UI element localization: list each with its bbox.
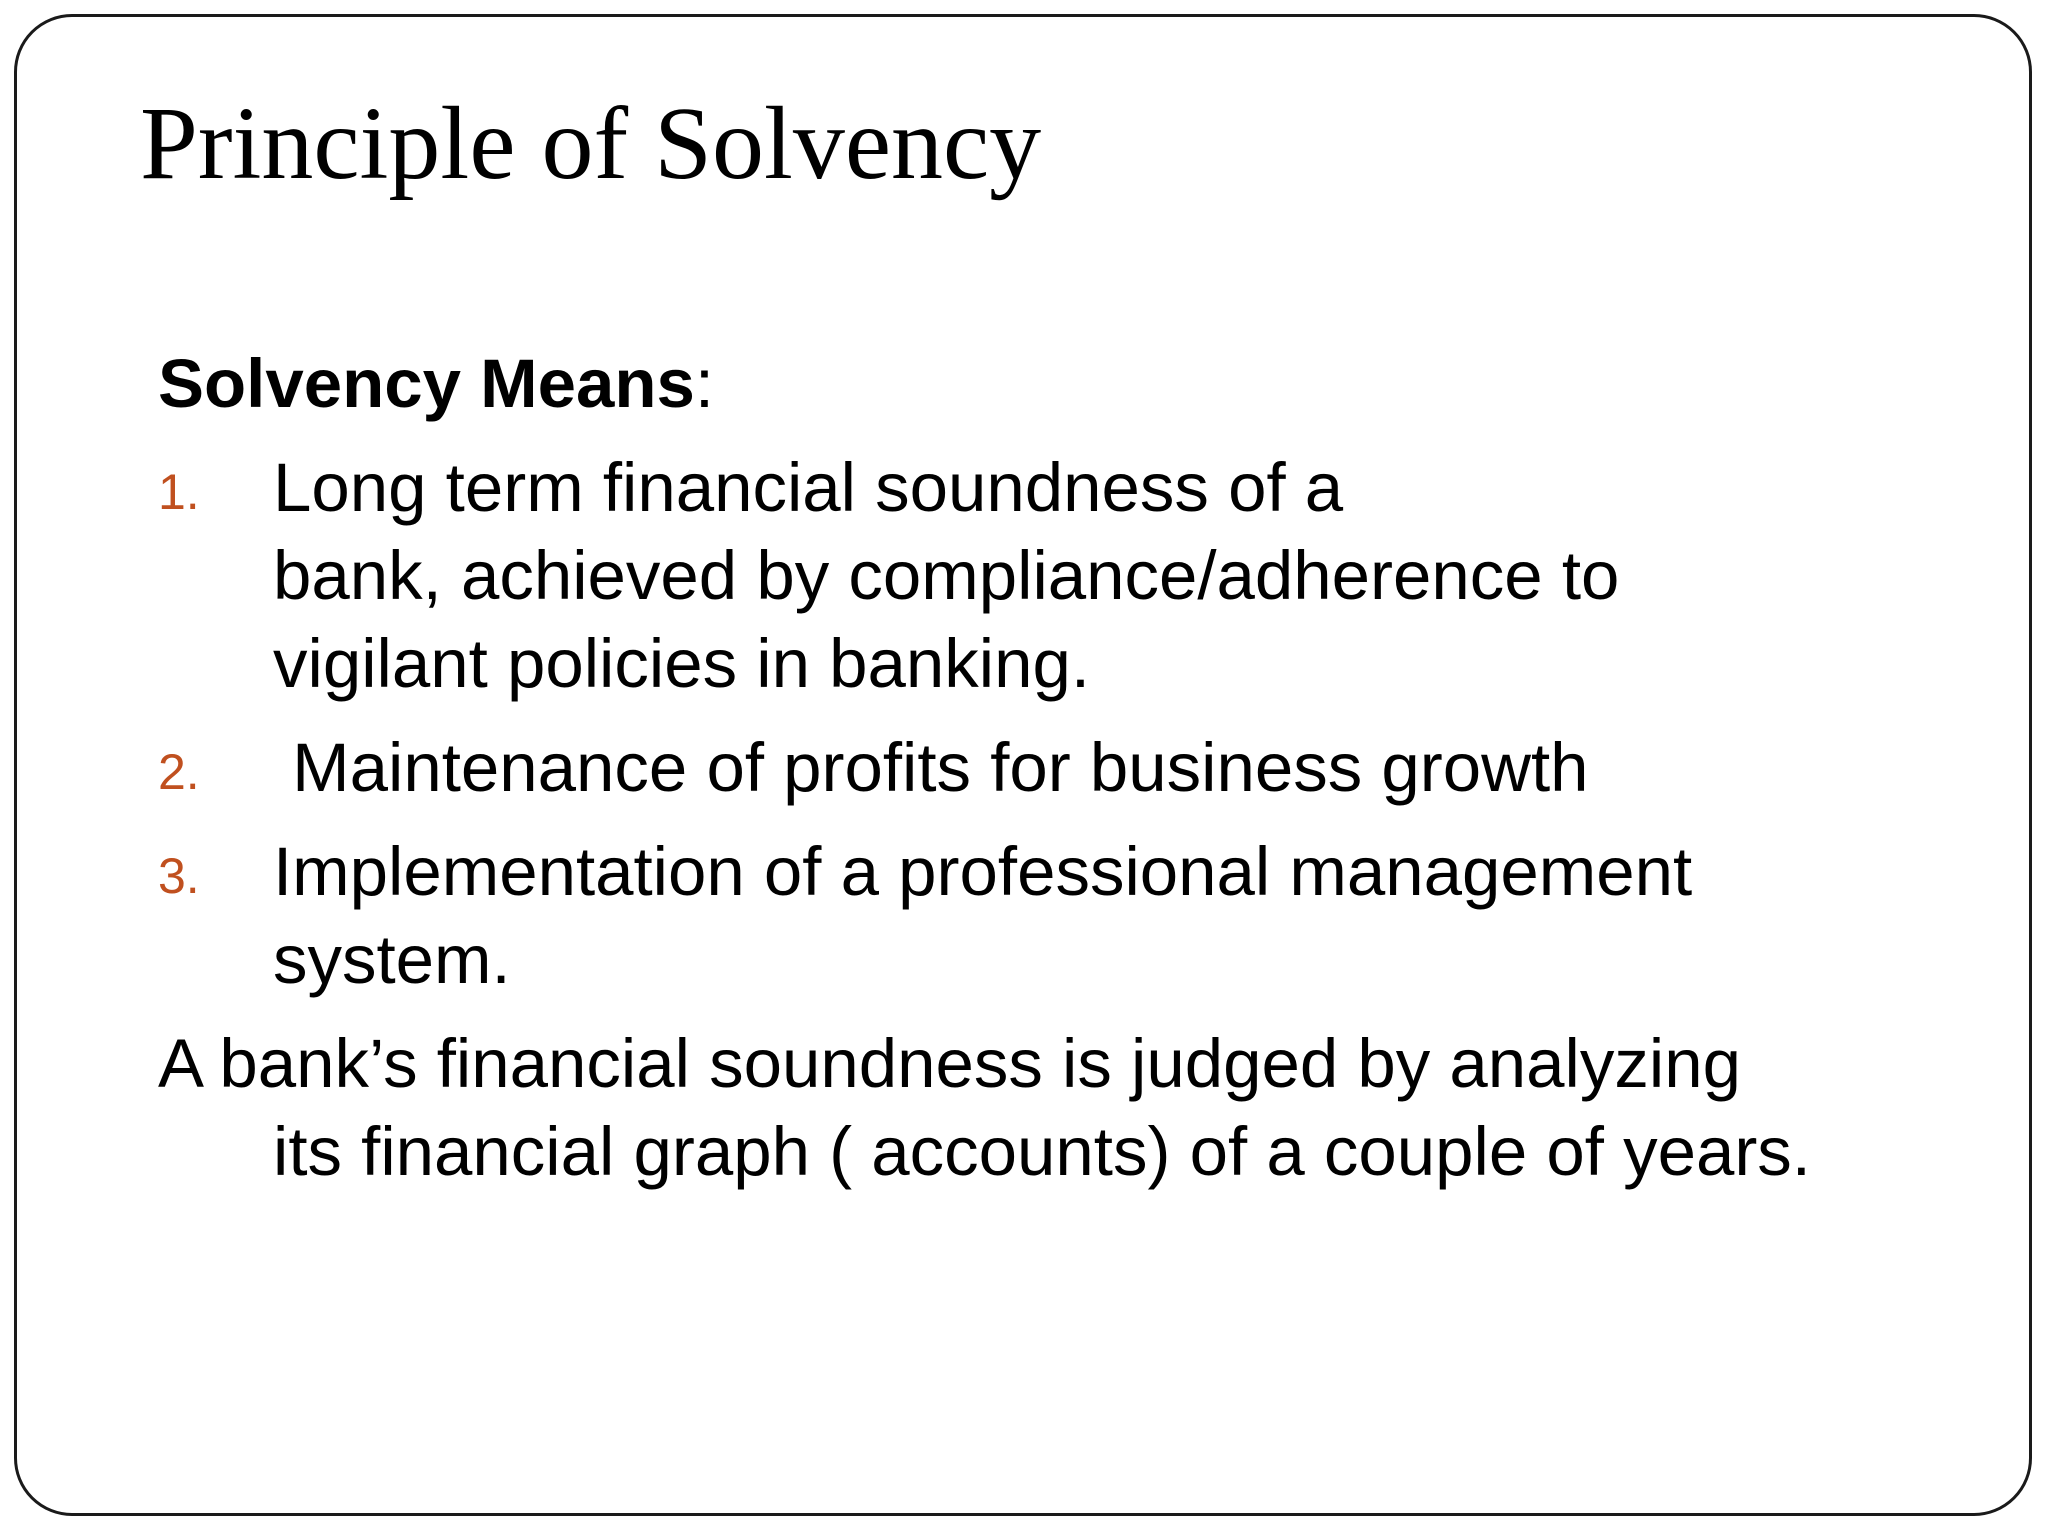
list-item-line: Implementation of a professional management (273, 833, 1693, 910)
section-heading (158, 340, 1978, 428)
slide-body (158, 340, 1978, 1196)
closing-line: its financial graph ( accounts) of a couple of years. (273, 1113, 1811, 1190)
list-item-line: bank, achieved by compliance/adherence to (273, 537, 1620, 614)
list-number: 1. (158, 464, 200, 520)
heading-bold-text: Solvency Means (158, 345, 695, 422)
list-item (158, 444, 1978, 708)
list-item (158, 828, 1978, 1004)
list-number: 2. (158, 744, 200, 800)
list-number: 3. (158, 848, 200, 904)
closing-line: A bank’s financial soundness is judged by analyzing (158, 1025, 1741, 1102)
list-item-line: system. (273, 921, 511, 998)
list-item-line: vigilant policies in banking. (273, 625, 1090, 702)
closing-paragraph (158, 1020, 1978, 1196)
list-item-line: Long term financial soundness of a (273, 449, 1344, 526)
numbered-list (158, 444, 1978, 1004)
list-item-line: Maintenance of profits for business growth (273, 729, 1589, 806)
list-item (158, 724, 1978, 812)
heading-colon: : (694, 345, 715, 422)
slide-title: Principle of Solvency (140, 86, 1042, 201)
